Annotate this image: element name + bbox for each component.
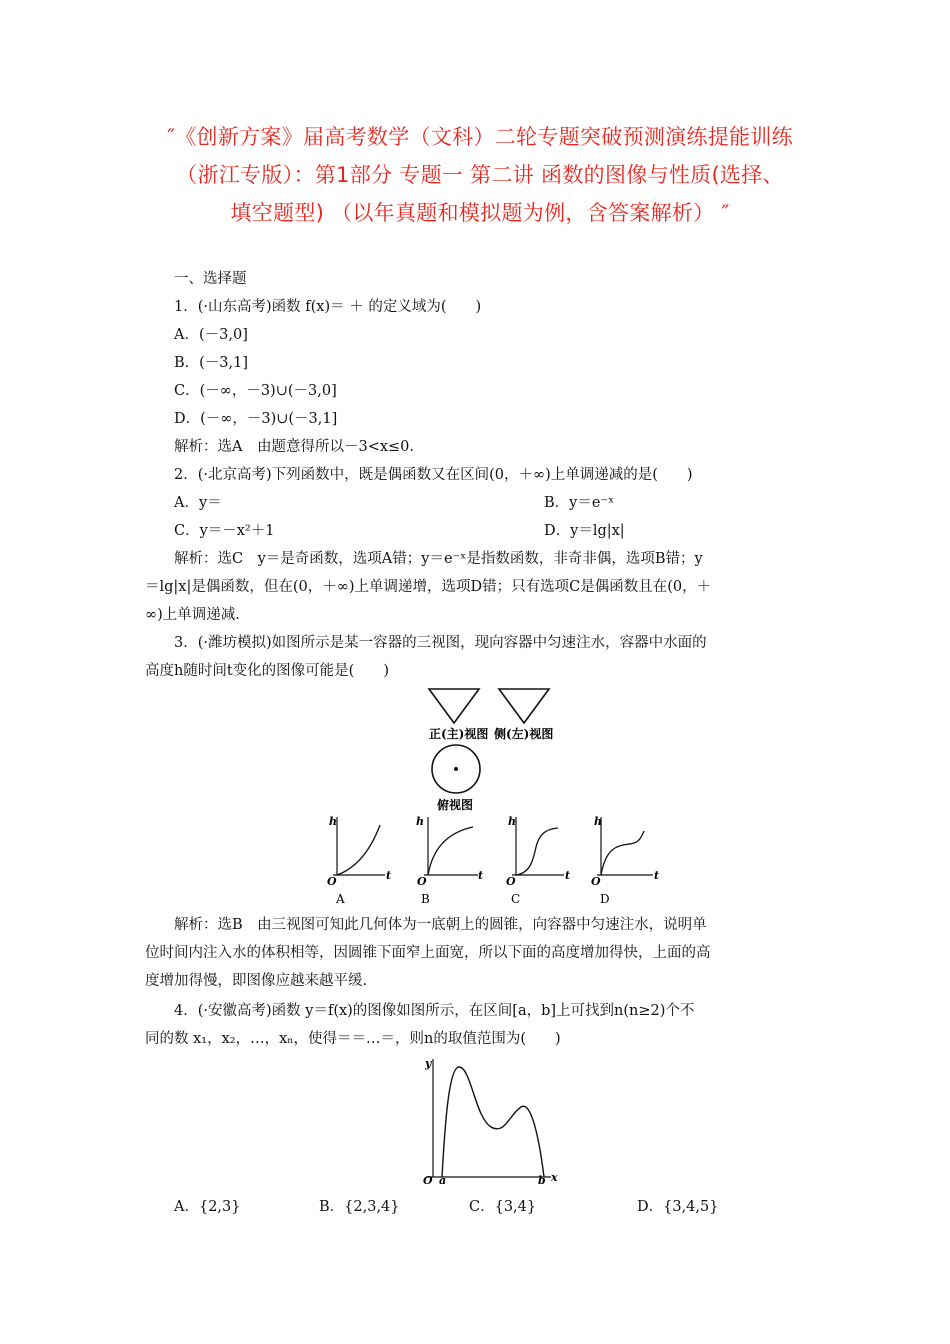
graph-d-curve [601, 831, 644, 875]
graph-a-axis-h: h [329, 815, 337, 828]
q4-axis-x: x [551, 1171, 558, 1184]
q4-figure-svg [145, 1053, 815, 1185]
q3-stem-2: 高度h随时间t变化的图像可能是( ) [145, 663, 389, 679]
top-view-label: 俯视图 [437, 798, 474, 812]
q2-options-row-1 [145, 489, 815, 517]
q2-analysis-2: ＝lg|x|是偶函数，但在(0，＋∞)上单调递增，选项D错；只有选项C是偶函数且在(0，＋ [145, 579, 712, 595]
top-view-apex-dot [454, 767, 458, 771]
graph-d-origin: O [591, 875, 601, 888]
q1-option-d: D．(－∞，－3)∪(－3,1] [174, 411, 338, 427]
graph-b [416, 815, 483, 903]
graph-d-axis-h: h [594, 815, 602, 828]
q2-option-b: B．y＝e⁻ˣ [544, 495, 615, 511]
graph-b-axis-h: h [416, 815, 424, 828]
q4-label-a: a [439, 1174, 447, 1185]
q2-option-c: C．y＝－x²＋1 [174, 523, 275, 539]
q3-analysis-1: 解析：选B 由三视图可知此几何体为一底朝上的圆锥，向容器中匀速注水，说明单 [174, 917, 707, 933]
q2-option-a: A．y＝ [174, 495, 222, 511]
graph-a-curve [337, 825, 380, 875]
side-view-label: 侧(左)视图 [494, 727, 554, 741]
q2-analysis-1: 解析：选C y＝是奇函数，选项A错；y＝e⁻ˣ是指数函数，非奇非偶，选项B错；y [174, 551, 703, 567]
graph-b-label: B [421, 892, 430, 903]
graph-c-axis-h: h [508, 815, 516, 828]
q4-origin: O [423, 1174, 433, 1185]
document-body [145, 265, 815, 1221]
graph-a [327, 815, 391, 903]
graph-a-label: A [336, 892, 345, 903]
q1-option-c: C．(－∞，－3)∪(－3,0] [174, 383, 337, 399]
q4-figure [145, 1053, 815, 1185]
graph-d [591, 815, 659, 903]
q3-stem-1: 3．(·潍坊模拟)如图所示是某一容器的三视图，现向容器中匀速注水，容器中水面的 [174, 635, 707, 651]
graph-b-axis-t: t [478, 869, 484, 882]
q1-analysis: 解析：选A 由题意得所以－3<x≤0. [174, 439, 415, 455]
q2-analysis-3: ∞)上单调递减. [145, 607, 240, 623]
q4-function-curve [442, 1067, 544, 1177]
q2-option-d: D．y＝lg|x| [544, 523, 625, 539]
q4-option-a: A．{2,3} [174, 1199, 241, 1215]
q4-option-d: D．{3,4,5} [637, 1199, 719, 1215]
q4-options [145, 1193, 815, 1221]
document-title [120, 118, 840, 232]
q4-stem-2: 同的数 x₁，x₂，…，xₙ，使得＝＝…＝，则n的取值范围为( ) [145, 1031, 561, 1047]
front-view-triangle [429, 689, 479, 723]
graph-d-label: D [600, 892, 610, 903]
q4-axis-y: y [425, 1057, 432, 1070]
graph-c-origin: O [506, 875, 516, 888]
q1-stem: 1．(·山东高考)函数 f(x)＝ ＋ 的定义域为( ) [174, 299, 482, 315]
q3-analysis-2: 位时间内注入水的体积相等，因圆锥下面窄上面宽，所以下面的高度增加得快，上面的高 [145, 945, 711, 961]
front-view-label: 正(主)视图 [429, 727, 489, 741]
q1-option-a: A．(－3,0] [174, 327, 248, 343]
side-view-triangle [499, 689, 549, 723]
graph-c-curve [516, 828, 558, 875]
graph-a-origin: O [327, 875, 337, 888]
q2-options-row-2 [145, 517, 815, 545]
q4-stem-1: 4．(·安徽高考)函数 y＝f(x)的图像如图所示，在区间[a，b]上可找到n(n≥2)个不 [174, 1003, 695, 1019]
section-heading: 一、选择题 [174, 271, 247, 287]
graph-d-axis-t: t [654, 869, 660, 882]
graph-c-axis-t: t [565, 869, 571, 882]
graph-b-curve [428, 827, 473, 875]
q4-option-c: C．{3,4} [469, 1199, 537, 1215]
q1-option-b: B．(－3,1] [174, 355, 249, 371]
graph-c-label: C [511, 892, 521, 903]
q2-stem: 2．(·北京高考)下列函数中，既是偶函数又在区间(0，＋∞)上单调递减的是( ) [174, 467, 693, 483]
title-line-1: ″《创新方案》届高考数学（文科）二轮专题突破预测演练提能训练 [167, 125, 793, 149]
title-line-2: （浙江专版）：第1部分 专题一 第二讲 函数的图像与性质(选择、 [176, 163, 784, 187]
graph-c [506, 815, 570, 903]
graph-a-axis-t: t [386, 869, 392, 882]
title-line-3: 填空题型) （以年真题和模拟题为例，含答案解析） ″ [230, 201, 730, 225]
q3-figure-svg [145, 685, 815, 903]
q3-figure [145, 685, 815, 903]
q4-option-b: B．{2,3,4} [319, 1199, 400, 1215]
graph-b-origin: O [417, 875, 427, 888]
q3-analysis-3: 度增加得慢，即图像应越来越平缓. [145, 973, 368, 989]
q4-label-b: b [538, 1174, 546, 1185]
